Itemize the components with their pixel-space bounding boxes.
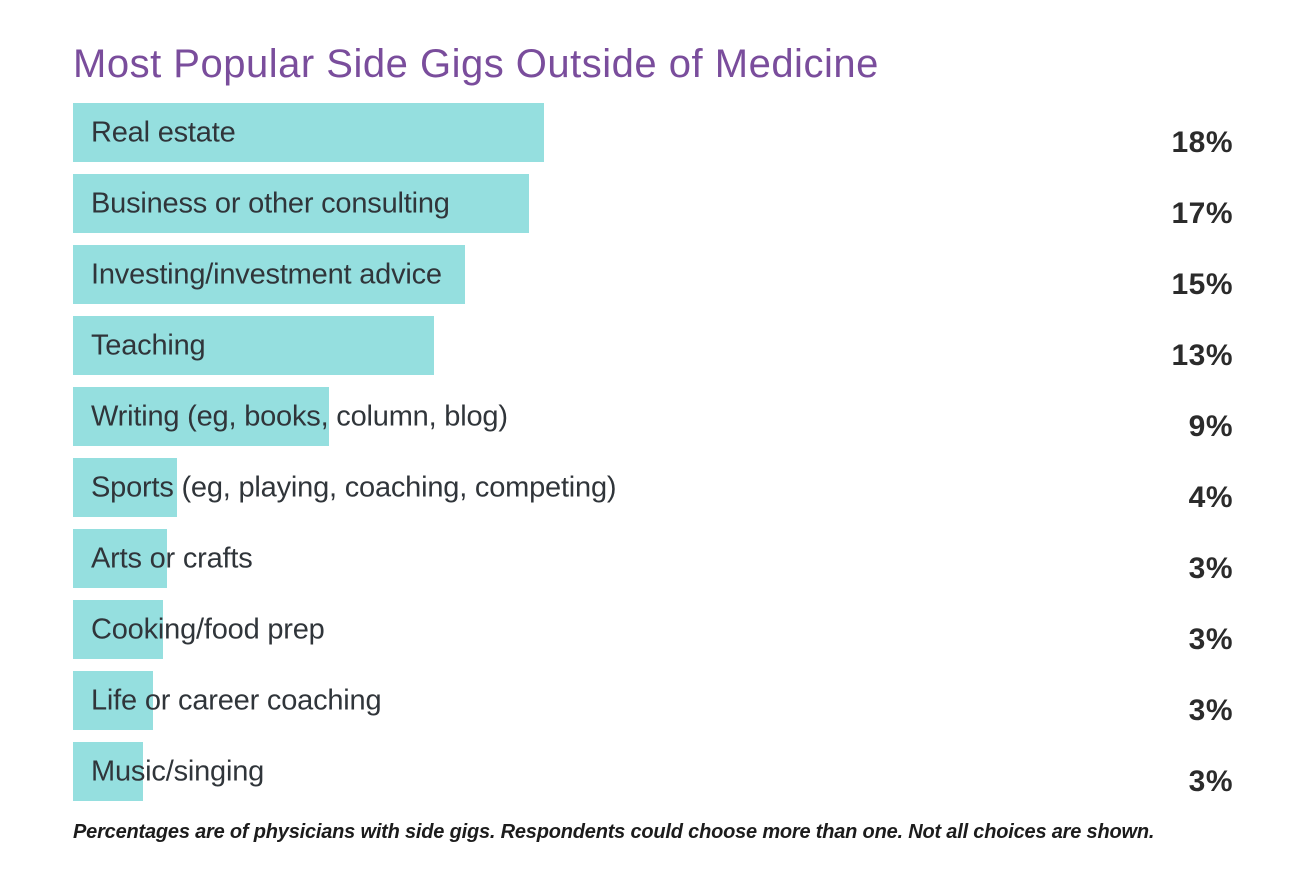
category-label: Investing/investment advice xyxy=(91,258,442,290)
category-label: Real estate xyxy=(91,116,236,148)
bar-row xyxy=(73,316,1233,375)
value-label: 3% xyxy=(1188,623,1233,656)
value-label: 17% xyxy=(1171,197,1233,230)
bar-row xyxy=(73,103,1233,162)
bar-rows xyxy=(73,103,1233,801)
bar-row xyxy=(73,174,1233,233)
category-label: Business or other consulting xyxy=(91,187,450,219)
bar-row xyxy=(73,600,1233,659)
category-label: Cooking/food prep xyxy=(91,613,325,645)
bar-row xyxy=(73,458,1233,517)
value-label: 3% xyxy=(1188,765,1233,798)
bar-row xyxy=(73,671,1233,730)
bar-row xyxy=(73,742,1233,801)
category-label: Music/singing xyxy=(91,755,265,787)
bar-row xyxy=(73,529,1233,588)
bar-row xyxy=(73,387,1233,446)
category-label: Arts or crafts xyxy=(91,542,253,574)
bar-row xyxy=(73,245,1233,304)
value-label: 18% xyxy=(1171,126,1233,159)
chart-title: Most Popular Side Gigs Outside of Medicine xyxy=(73,42,879,86)
value-label: 13% xyxy=(1171,339,1233,372)
value-label: 3% xyxy=(1188,552,1233,585)
footnote: Percentages are of physicians with side gigs. Respondents could choose more than one. Not all choices are shown. xyxy=(73,821,1155,843)
category-label: Teaching xyxy=(91,329,206,361)
bar-chart xyxy=(73,0,1233,844)
value-label: 15% xyxy=(1171,268,1233,301)
category-label: Writing (eg, books, column, blog) xyxy=(91,400,508,432)
category-label: Life or career coaching xyxy=(91,684,382,716)
value-label: 4% xyxy=(1188,481,1233,514)
value-label: 9% xyxy=(1188,410,1233,443)
value-label: 3% xyxy=(1188,694,1233,727)
category-label: Sports (eg, playing, coaching, competing) xyxy=(91,471,617,503)
